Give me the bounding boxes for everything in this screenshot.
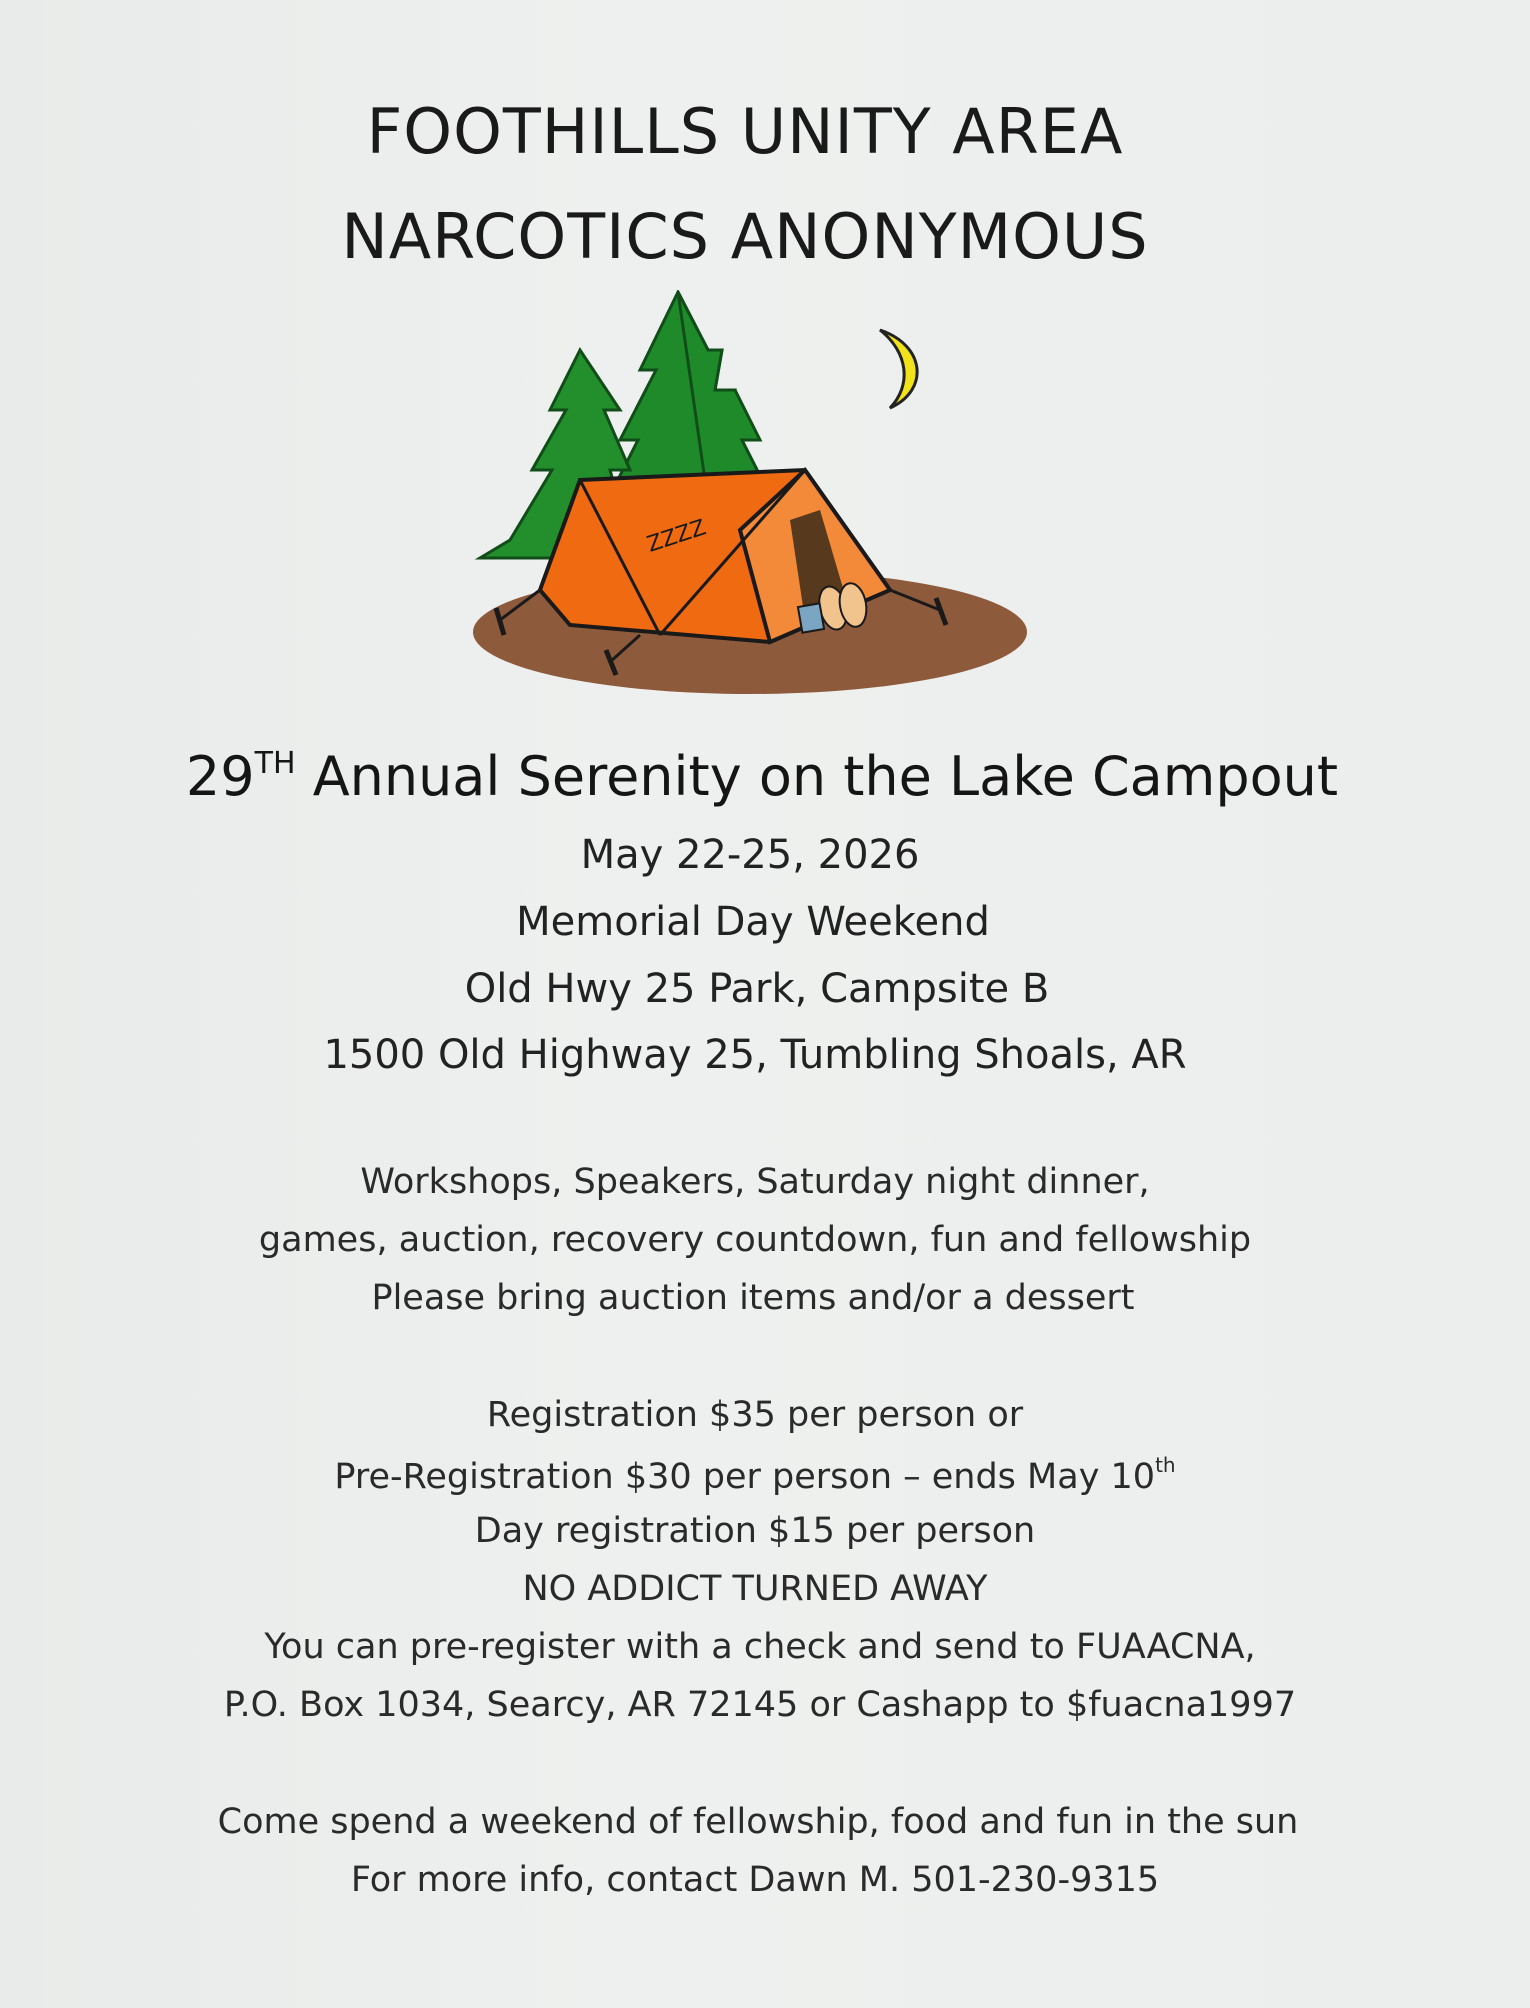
preregistration-text: Pre-Registration $30 per person – ends May 10	[334, 1457, 1156, 1497]
header-line-2: NARCOTICS ANONYMOUS	[341, 200, 1149, 273]
registration-line-5: You can pre-register with a check and send to FUAACNA,	[264, 1627, 1256, 1667]
event-address: 1500 Old Highway 25, Tumbling Shoals, AR	[323, 1032, 1187, 1078]
registration-line-1: Registration $35 per person or	[486, 1395, 1024, 1435]
event-weekend: Memorial Day Weekend	[516, 899, 990, 945]
event-venue: Old Hwy 25 Park, Campsite B	[464, 966, 1050, 1012]
campsite-illustration	[460, 290, 1040, 710]
activities-line-1: Workshops, Speakers, Saturday night dinner,	[360, 1162, 1150, 1202]
registration-line-2	[0, 1453, 1520, 1497]
registration-line-3: Day registration $15 per person	[474, 1511, 1036, 1551]
contact-line: For more info, contact Dawn M. 501-230-9315	[350, 1860, 1160, 1900]
event-title-number: 29	[185, 745, 255, 808]
closing-line-1: Come spend a weekend of fellowship, food and fun in the sun	[217, 1802, 1299, 1842]
event-title-rest: Annual Serenity on the Lake Campout	[295, 745, 1339, 808]
activities-note: Please bring auction items and/or a dessert	[371, 1278, 1135, 1318]
registration-line-4: NO ADDICT TURNED AWAY	[522, 1569, 988, 1609]
moon-icon	[880, 330, 917, 408]
header-line-1: FOOTHILLS UNITY AREA	[366, 95, 1124, 168]
preregistration-date-suffix: th	[1155, 1453, 1176, 1477]
snore-text: ZZZZ	[644, 515, 710, 558]
registration-line-6: P.O. Box 1034, Searcy, AR 72145 or Cashapp to $fuacna1997	[223, 1685, 1297, 1725]
event-title	[0, 745, 1527, 808]
event-dates: May 22-25, 2026	[580, 832, 920, 878]
activities-line-2: games, auction, recovery countdown, fun and fellowship	[258, 1220, 1252, 1260]
event-title-suffix: TH	[254, 746, 296, 781]
